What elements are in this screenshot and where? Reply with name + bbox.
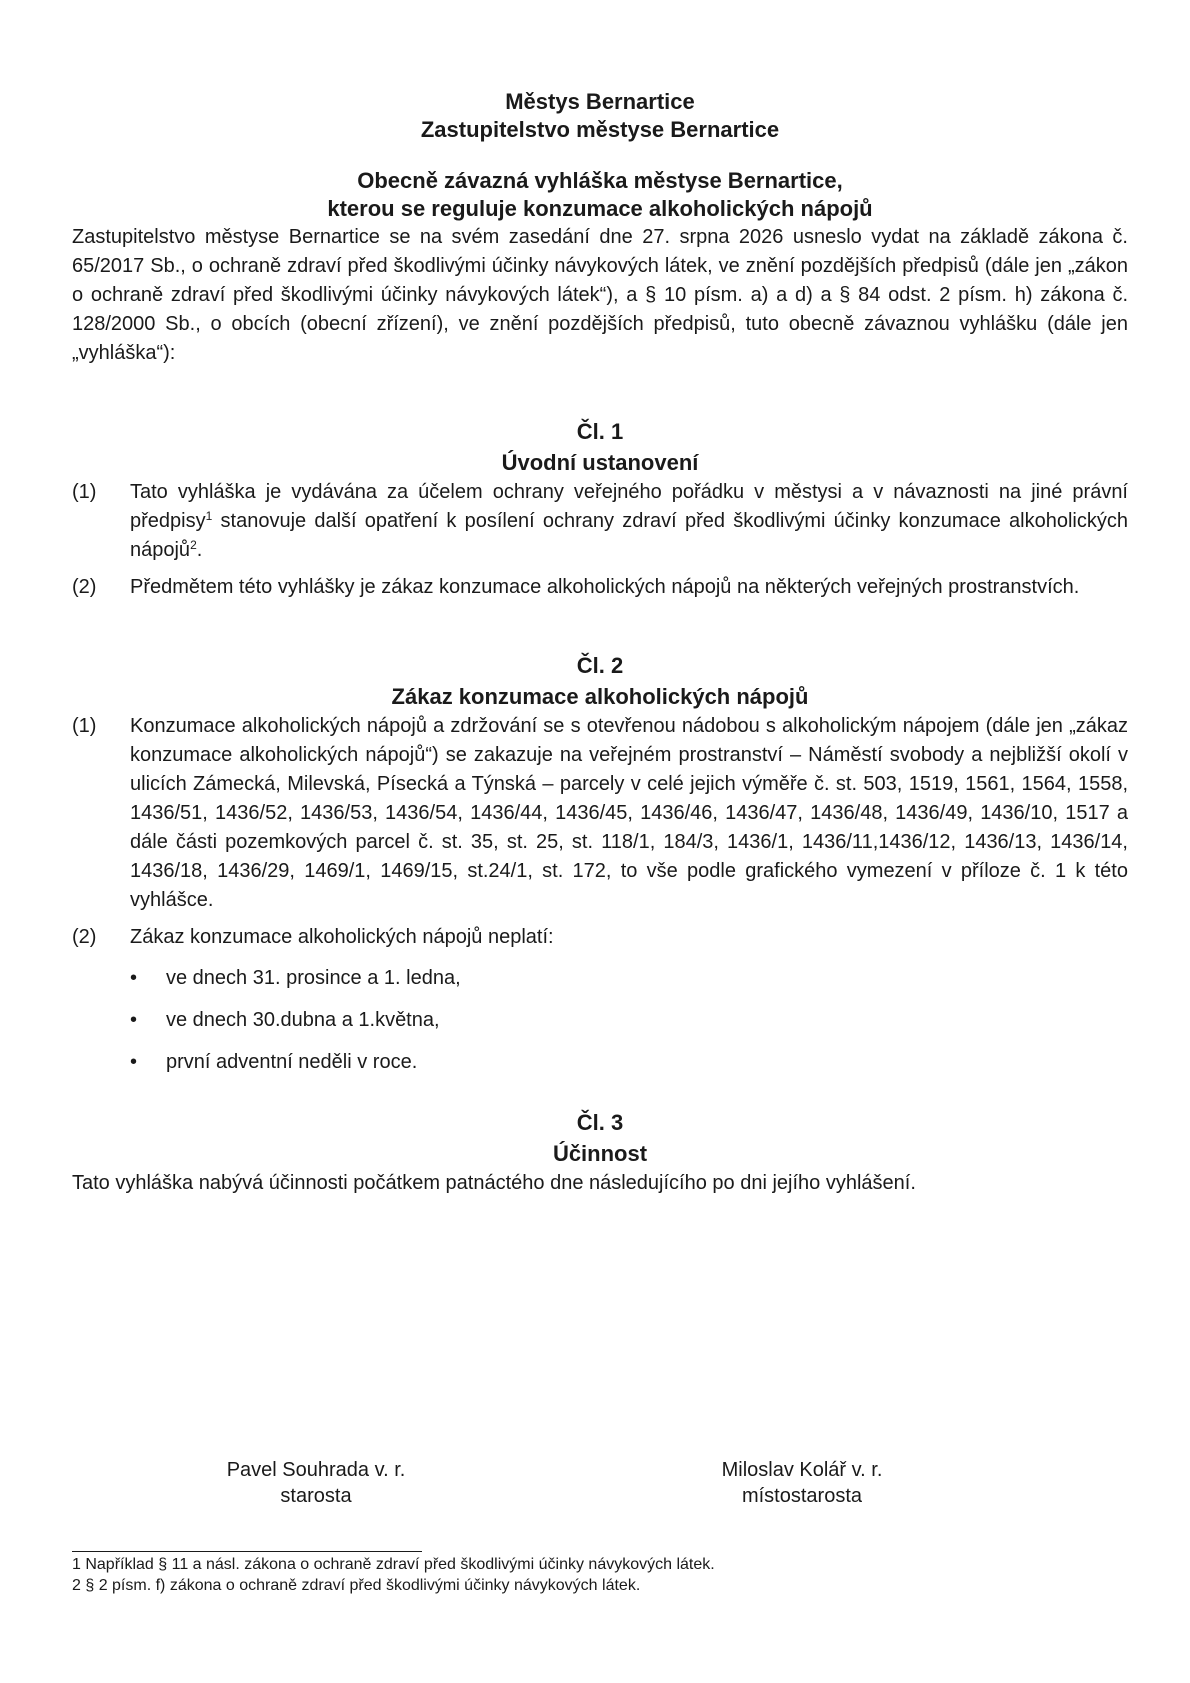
article-1-paragraph-1 xyxy=(72,478,1128,565)
list-item-text: ve dnech 31. prosince a 1. ledna, xyxy=(166,967,461,989)
list-item-text: první adventní neděli v roce. xyxy=(166,1051,418,1073)
footnote-ref-1[interactable]: 1 xyxy=(205,509,213,523)
paragraph-number: (2) xyxy=(72,926,97,948)
list-item-text: ve dnech 30.dubna a 1.května, xyxy=(166,1009,440,1031)
list-item xyxy=(130,964,1128,993)
bullet-icon: • xyxy=(130,1009,138,1031)
paragraph-number: (1) xyxy=(72,715,97,737)
footnote-1: 1 Například § 11 a násl. zákona o ochraně zdraví před škodlivými účinky návykových látek. xyxy=(72,1556,715,1573)
article-2-heading: Zákaz konzumace alkoholických nápojů xyxy=(391,684,809,709)
paragraph-text-part: . xyxy=(196,539,203,561)
document-title-line1: Obecně závazná vyhláška městyse Bernartice, xyxy=(357,168,843,193)
article-3-heading: Účinnost xyxy=(552,1141,648,1166)
footnote-ref-2[interactable]: 2 xyxy=(190,538,197,552)
bullet-icon: • xyxy=(130,1051,138,1073)
article-1-number: Čl. 1 xyxy=(576,419,624,444)
bullet-icon: • xyxy=(130,967,138,989)
article-2-number: Čl. 2 xyxy=(576,653,624,678)
municipality-name: Městys Bernartice xyxy=(505,89,695,114)
preamble: Zastupitelstvo městyse Bernartice se na svém zasedání dne 27. srpna 2026 usneslo vydat na základě zákona č. 65/2017 Sb., o ochraně zdraví před škodlivými účinky návykových látek, ve znění pozdějších předpisů (dále jen „zákon o ochraně zdraví před škodlivými účinky návykových látek“), a § 10 písm. a) a d) a § 84 odst. 2 písm. h) zákona č. 128/2000 Sb., o obcích (obecní zřízení), ve znění pozdějších předpisů, tuto obecně závaznou vyhlášku (dále jen „vyhláška“): xyxy=(72,226,1128,364)
paragraph-text xyxy=(130,478,1128,565)
paragraph-text: Předmětem této vyhlášky je zákaz konzumace alkoholických nápojů na některých veřejných prostranstvích. xyxy=(130,576,1080,598)
article-3-text: Tato vyhláška nabývá účinnosti počátkem patnáctého dne následujícího po dni jejího vyhlášení. xyxy=(72,1172,916,1194)
signatory-name: Miloslav Kolář v. r. xyxy=(721,1459,883,1481)
signatory-name: Pavel Souhrada v. r. xyxy=(226,1459,406,1481)
paragraph-text: Zákaz konzumace alkoholických nápojů neplatí: xyxy=(130,926,554,948)
document-title-line2: kterou se reguluje konzumace alkoholických nápojů xyxy=(327,196,873,221)
article-3-number: Čl. 3 xyxy=(576,1110,624,1135)
footnote-divider xyxy=(72,1551,422,1552)
signature-deputy-mayor xyxy=(652,1457,952,1509)
signature-mayor xyxy=(166,1457,466,1509)
council-name: Zastupitelstvo městyse Bernartice xyxy=(420,117,780,142)
paragraph-number: (2) xyxy=(72,576,97,598)
exception-list xyxy=(130,964,1128,1077)
signatory-role: místostarosta xyxy=(741,1485,863,1507)
footnote-2: 2 § 2 písm. f) zákona o ochraně zdraví před škodlivými účinky návykových látek. xyxy=(72,1577,641,1594)
article-2-paragraph-1 xyxy=(72,712,1128,915)
paragraph-number: (1) xyxy=(72,481,97,503)
article-1-paragraph-2 xyxy=(72,573,1128,602)
article-1-heading: Úvodní ustanovení xyxy=(501,450,699,475)
paragraph-text-part: stanovuje další opatření k posílení ochrany zdraví před škodlivými účinky konzumace alkoholických nápojů xyxy=(130,510,1128,561)
paragraph-text-part: Tato vyhláška je vydávána za účelem ochrany veřejného pořádku v městysi a v návaznosti na jiné právní předpisy xyxy=(130,481,1128,532)
document-page xyxy=(72,88,1128,1198)
signatory-role: starosta xyxy=(280,1485,352,1507)
list-item xyxy=(130,1006,1128,1035)
list-item xyxy=(130,1048,1128,1077)
paragraph-text: Konzumace alkoholických nápojů a zdržování se s otevřenou nádobou s alkoholickým nápojem (dále jen „zákaz konzumace alkoholických nápojů“) se zakazuje na veřejném prostranství – Náměstí svobody a nejbližší okolí v ulicích Zámecká, Milevská, Písecká a Týnská – parcely v celé jejich výměře č. st. 503, 1519, 1561, 1564, 1558, 1436/51, 1436/52, 1436/53, 1436/54, 1436/44, 1436/45, 1436/46, 1436/47, 1436/48, 1436/49, 1436/10, 1517 a dále části pozemkových parcel č. st. 35, st. 25, st. 118/1, 184/3, 1436/1, 1436/11,1436/12, 1436/13, 1436/14, 1436/18, 1436/29, 1469/1, 1469/15, st.24/1, st. 172, to vše podle grafického vymezení v příloze č. 1 k této vyhlášce. xyxy=(130,715,1128,911)
article-2-paragraph-2 xyxy=(72,923,1128,952)
